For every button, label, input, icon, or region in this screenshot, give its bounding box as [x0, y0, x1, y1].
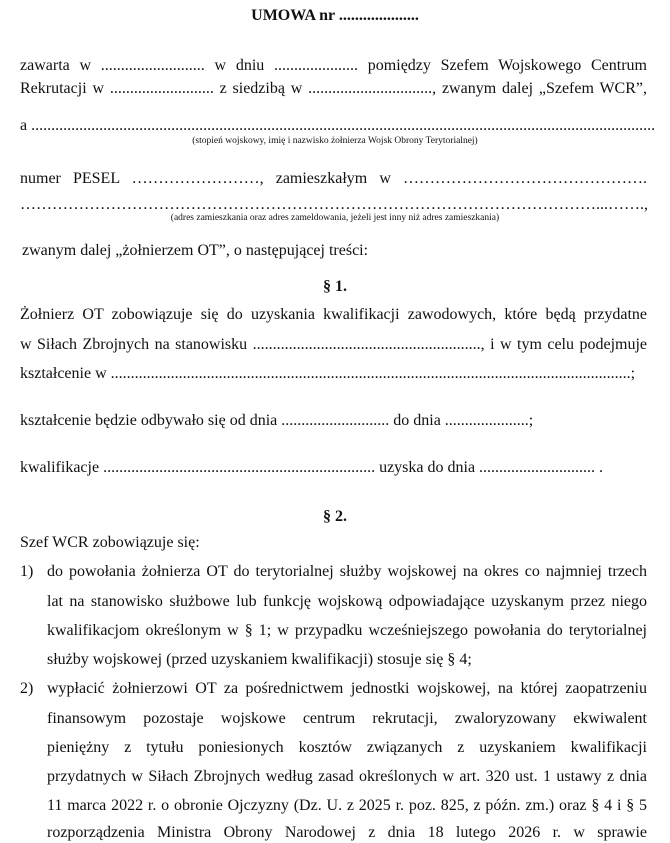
- list-item-2-line: rozporządzenia Ministra Obrony Narodowej z dnia 18 lutego 2026 r. w sprawie: [47, 824, 647, 841]
- section-1-line-4: kształcenie będzie odbywało się od dnia ........................... do dnia .....................;: [20, 412, 534, 429]
- section-1-line-5: kwalifikacje .................................................................... uzyska do dnia ............................. .: [20, 459, 604, 476]
- address-note: (adres zamieszkania oraz adres zameldowania, jeżeli jest inny niż adres zamieszkania): [170, 213, 500, 223]
- list-item-2-line: 11 marca 2022 r. o obronie Ojczyzny (Dz. U. z 2025 r. poz. 825, z późn. zm.) oraz § 4 i § 5: [47, 797, 647, 814]
- section-1-line-1: Żołnierz OT zobowiązuje się do uzyskania kwalifikacji zawodowych, które będą przydatne: [20, 306, 647, 323]
- soldier-note: (stopień wojskowy, imię i nazwisko żołnierza Wojsk Obrony Terytorialnej): [192, 136, 478, 146]
- section-2-heading: § 2.: [323, 508, 347, 525]
- section-2-intro: Szef WCR zobowiązuje się:: [20, 534, 200, 551]
- pesel-line: numer PESEL ……………………, zamieszkałym w ……………………………………….: [20, 170, 647, 187]
- intro-line-1: zawarta w .......................... w dniu ..................... pomiędzy Szefem Wojskowego Centrum: [20, 57, 647, 74]
- section-1-heading: § 1.: [323, 278, 347, 295]
- list-item-2-line: pieniężny z tytułu poniesionych kosztów związanych z uzyskaniem kwalifikacji: [47, 739, 647, 756]
- list-item-2-line: finansowym pozostaje wojskowe centrum rekrutacji, zwaloryzowany ekwiwalent: [47, 710, 647, 727]
- soldier-line: a ............................................................................................................................................................: [20, 117, 656, 134]
- intro-closing: zwanym dalej „żołnierzem OT”, o następującej treści:: [22, 242, 369, 259]
- list-item-1-line: lat na stanowisko służbowe lub funkcję wojskową odpowiadające uzyskanym przez niego: [47, 593, 647, 610]
- document-title: UMOWA nr ....................: [251, 7, 419, 24]
- intro-line-2: Rekrutacji w .......................... z siedzibą w ..............................., zwanym dalej „Szefem WCR”,: [20, 80, 647, 97]
- list-item-2-line: przydatnych w Siłach Zbrojnych według zasad określonych w art. 320 ust. 1 ustawy z dnia: [47, 768, 647, 785]
- address-line: ………………………………………………………………………………………………...…….,: [20, 196, 648, 213]
- list-item-1-line: służby wojskowej (przed uzyskaniem kwalifikacji) stosuje się § 4;: [47, 651, 472, 668]
- list-item-2-line: wypłacić żołnierzowi OT za pośrednictwem jednostki wojskowej, na której zaopatrzeniu: [47, 680, 647, 697]
- list-item-2-number: 2): [20, 680, 34, 697]
- list-item-1-line: kwalifikacjom określonym w § 1; w przypadku wcześniejszego powołania do terytorialnej: [47, 622, 647, 639]
- list-item-1-number: 1): [20, 563, 34, 580]
- section-1-line-2: w Siłach Zbrojnych na stanowisku ........................................................., i w tym celu podejmuje: [20, 336, 647, 353]
- list-item-1-line: do powołania żołnierza OT do terytorialnej służby wojskowej na okres co najmniej trzech: [47, 563, 647, 580]
- section-1-line-3: kształcenie w ..................................................................................................................................;: [20, 365, 636, 382]
